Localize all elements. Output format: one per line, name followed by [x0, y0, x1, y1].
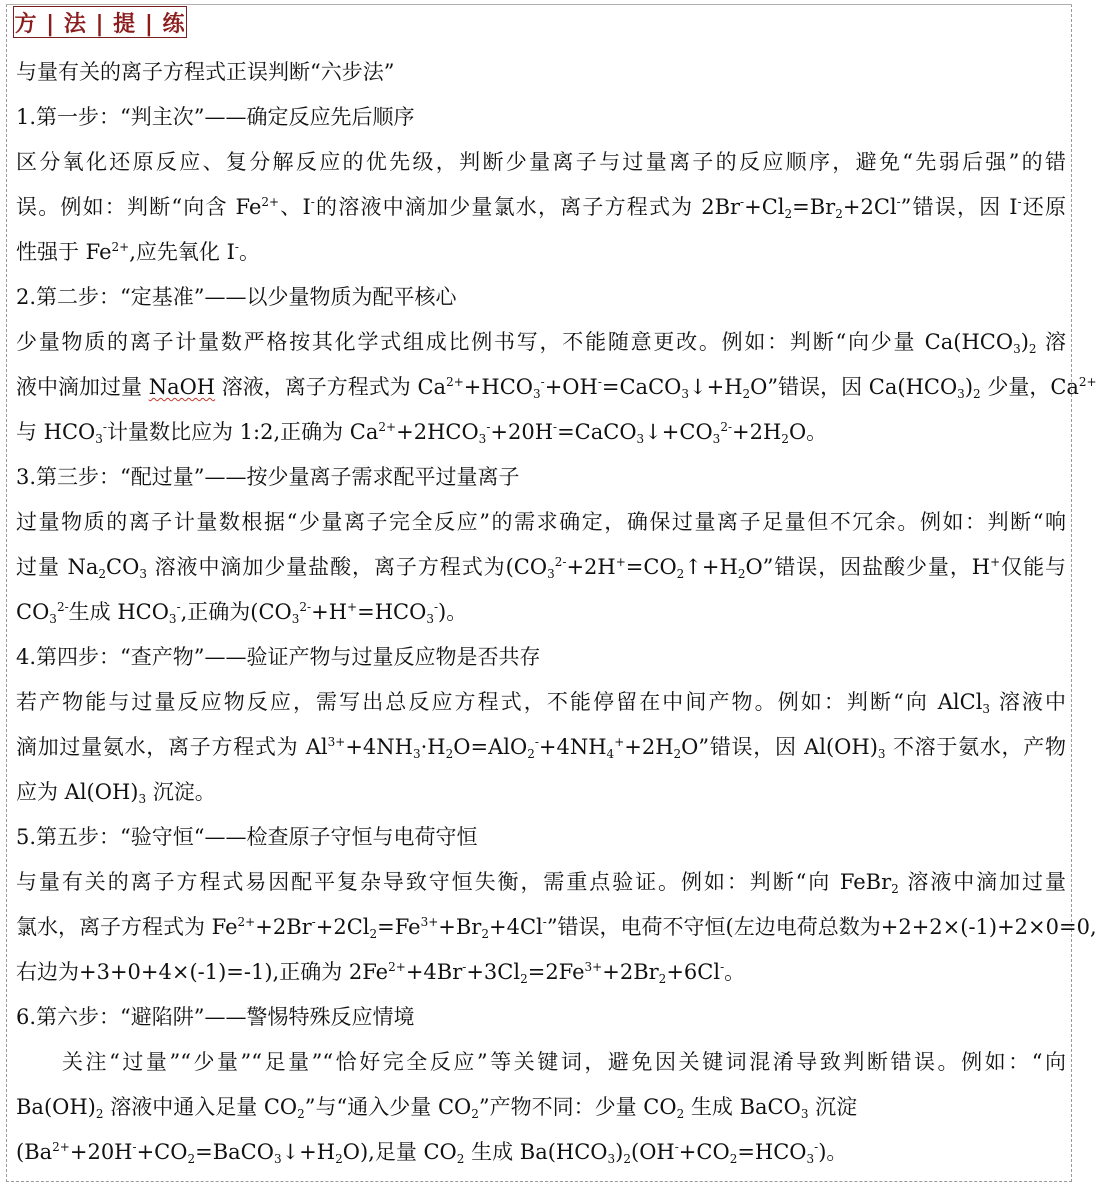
body-line: 区分氧化还原反应、复分解反应的优先级，判断少量离子与过量离子的反应顺序，避免“先弱后强”的错 — [16, 150, 1066, 174]
body-line: 与量有关的离子方程式易因配平复杂导致守恒失衡，需重点验证。例如：判断“向 FeBr$_2$ 溶液中滴加过量 — [16, 870, 1066, 896]
body-line: 误。例如：判断“向含 $Fe^{2+}$、I-的溶液中滴加少量氯水，离子方程式为 $2Br^-+Cl_2=Br_2+2Cl^-$”错误，因 I-还原 — [16, 195, 1066, 221]
body-line: 液中滴加过量 NaOH 溶液，离子方程式为 $Ca^{2+}+HCO_3^-+OH^-=CaCO_3↓+H_2O$”错误，因 $Ca(HCO_3)_2$ 少量，$Ca^{2+}$ — [16, 375, 1097, 401]
frame-top-border — [6, 4, 1072, 5]
step-heading: 2.第二步：“定基准”——以少量物质为配平核心 — [16, 285, 457, 309]
step-heading: 5.第五步：“验守恒“——检查原子守恒与电荷守恒 — [16, 825, 478, 849]
doc-title: 与量有关的离子方程式正误判断“六步法” — [16, 60, 395, 84]
body-line: 右边为+3+0+4×(-1)=-1),正确为 $2Fe^{2+}+4Br^-+3Cl_2=2Fe^{3+}+2Br_2+6Cl^-$。 — [16, 960, 746, 986]
body-line: $Ba(OH)_2$ 溶液中通入足量 $CO_2$”与“通入少量 $CO_2$”产物不同：少量 $CO_2$ 生成 BaCO$_3$ 沉淀 — [16, 1095, 858, 1121]
body-line: 性强于 $Fe^{2+}$,应先氧化 I-。 — [16, 240, 260, 264]
body-line: 关注“过量”“少量”“足量”“恰好完全反应”等关键词，避免因关键词混淆导致判断错误。例如：“向 — [62, 1050, 1066, 1074]
body-line: 氯水，离子方程式为 $Fe^{2+}+2Br^-+2Cl_2=Fe^{3+}+Br_2+4Cl^-$”错误，电荷不守恒(左边电荷总数为+2+2×(-1)+2×0=0, — [16, 915, 1097, 941]
body-line: $CO_3^{2-}$生成 $HCO_3^-$,正确为$(CO_3^{2-}+H^+=HCO_3^-)$。 — [16, 600, 468, 626]
body-line: 过量 $Na_2CO_3$ 溶液中滴加少量盐酸，离子方程式为($CO_3^{2-}+2H^+=CO_2↑+H_2O$”错误，因盐酸少量，H+仅能与 — [16, 555, 1067, 581]
section-badge: 方 | 法 | 提 | 练 — [13, 6, 187, 38]
step-heading: 3.第三步：“配过量”——按少量离子需求配平过量离子 — [16, 465, 520, 489]
document-body — [16, 50, 1097, 1175]
body-line: 少量物质的离子计量数严格按其化学式组成比例书写，不能随意更改。例如：判断“向少量 $Ca(HCO_3)_2$ 溶 — [16, 330, 1066, 356]
body-line: 应为 $Al(OH)_3$ 沉淀。 — [16, 780, 216, 806]
step-heading: 4.第四步：“查产物”——验证产物与过量反应物是否共存 — [16, 645, 541, 669]
body-line: 若产物能与过量反应物反应，需写出总反应方程式，不能停留在中间产物。例如：判断“向 AlCl$_3$ 溶液中 — [16, 690, 1066, 716]
step-heading: 1.第一步：“判主次”——确定反应先后顺序 — [16, 105, 415, 129]
body-line: 过量物质的离子计量数根据“少量离子完全反应”的需求确定，确保过量离子足量但不冗余。例如：判断“响 — [16, 510, 1066, 534]
body-line: $(Ba^{2+}+20H^-+CO_2=BaCO_3↓+H_2O)$,足量 $CO_2$ 生成 $Ba(HCO_3)_2(OH^-+CO_2=HCO_3^-)$。 — [16, 1140, 848, 1166]
step-heading: 6.第六步：“避陷阱”——警惕特殊反应情境 — [16, 1005, 415, 1029]
body-line: 与 $HCO_3^-$计量数比应为 1:2,正确为 $Ca^{2+}+2HCO_3^-+20H^-=CaCO_3↓+CO_3^{2-}+2H_2O$。 — [16, 420, 828, 446]
body-line: 滴加过量氨水，离子方程式为 $Al^{3+}+4NH_3\cdot H_2O=AlO_2^-+4NH_4^++2H_2O$”错误，因 $Al(OH)_3$ 不溶于氨水，产物 — [16, 735, 1066, 761]
